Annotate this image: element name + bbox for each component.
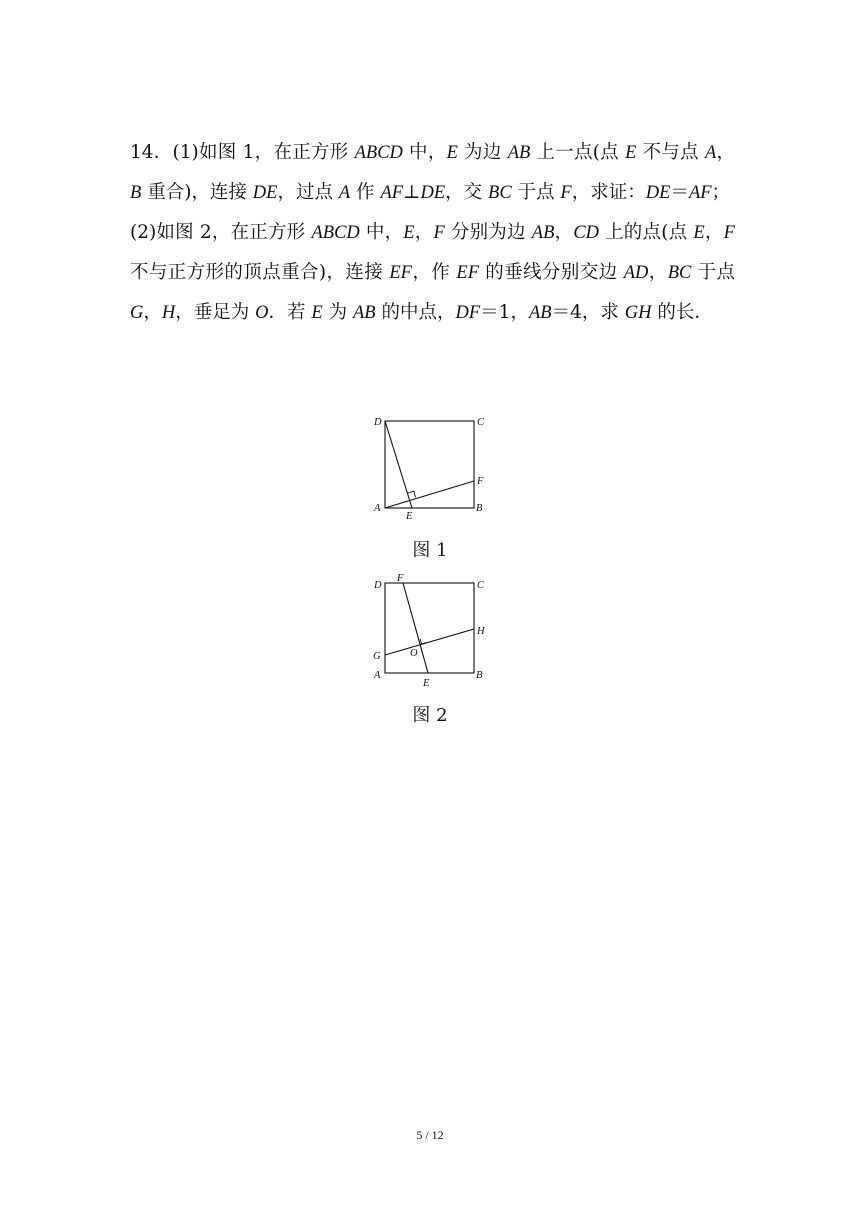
right-angle-mark bbox=[420, 639, 427, 644]
problem-14 bbox=[130, 133, 735, 333]
label-d: D bbox=[374, 580, 382, 591]
label-e: E bbox=[423, 678, 430, 689]
label-e: E bbox=[406, 511, 413, 522]
label-b: B bbox=[476, 670, 483, 681]
figure-2-diagram bbox=[360, 572, 500, 690]
label-g: G bbox=[373, 651, 381, 662]
label-o: O bbox=[410, 648, 418, 659]
segment-de bbox=[385, 421, 412, 508]
label-a: A bbox=[374, 670, 381, 681]
label-c: C bbox=[477, 417, 485, 428]
figure-2-caption: 图 2 bbox=[412, 705, 448, 726]
label-b: B bbox=[476, 503, 483, 514]
figure-2 bbox=[360, 572, 500, 690]
label-f: F bbox=[397, 573, 404, 584]
label-h: H bbox=[477, 626, 485, 637]
segment-ef bbox=[403, 583, 428, 673]
segment-af bbox=[385, 481, 474, 508]
page-number: 5 / 12 bbox=[416, 1128, 444, 1142]
segment-gh bbox=[385, 629, 474, 655]
figure-1-diagram bbox=[360, 412, 500, 522]
problem-part-2: (2)如图 2，在正方形 ABCD 中，E，F 分别为边 AB，CD 上的点(点 E，F 不与正方形的顶点重合)，连接 EF，作 EF 的垂线分别交边 AD，BC 于点 G，H，垂足为 O．若 E 为 AB 的中点，DF＝1，AB＝4，求 GH 的长． bbox=[130, 222, 735, 323]
figure-1 bbox=[360, 412, 500, 522]
label-d: D bbox=[374, 417, 382, 428]
label-f: F bbox=[477, 476, 484, 487]
square-abcd bbox=[385, 583, 474, 673]
label-c: C bbox=[477, 580, 485, 591]
label-a: A bbox=[374, 503, 381, 514]
figure-1-caption: 图 1 bbox=[412, 540, 448, 561]
problem-part-1: 14．(1)如图 1，在正方形 ABCD 中，E 为边 AB 上一点(点 E 不与点 A，B 重合)，连接 DE，过点 A 作 AF⊥DE，交 BC 于点 F，求证：DE＝AF； bbox=[130, 142, 736, 203]
